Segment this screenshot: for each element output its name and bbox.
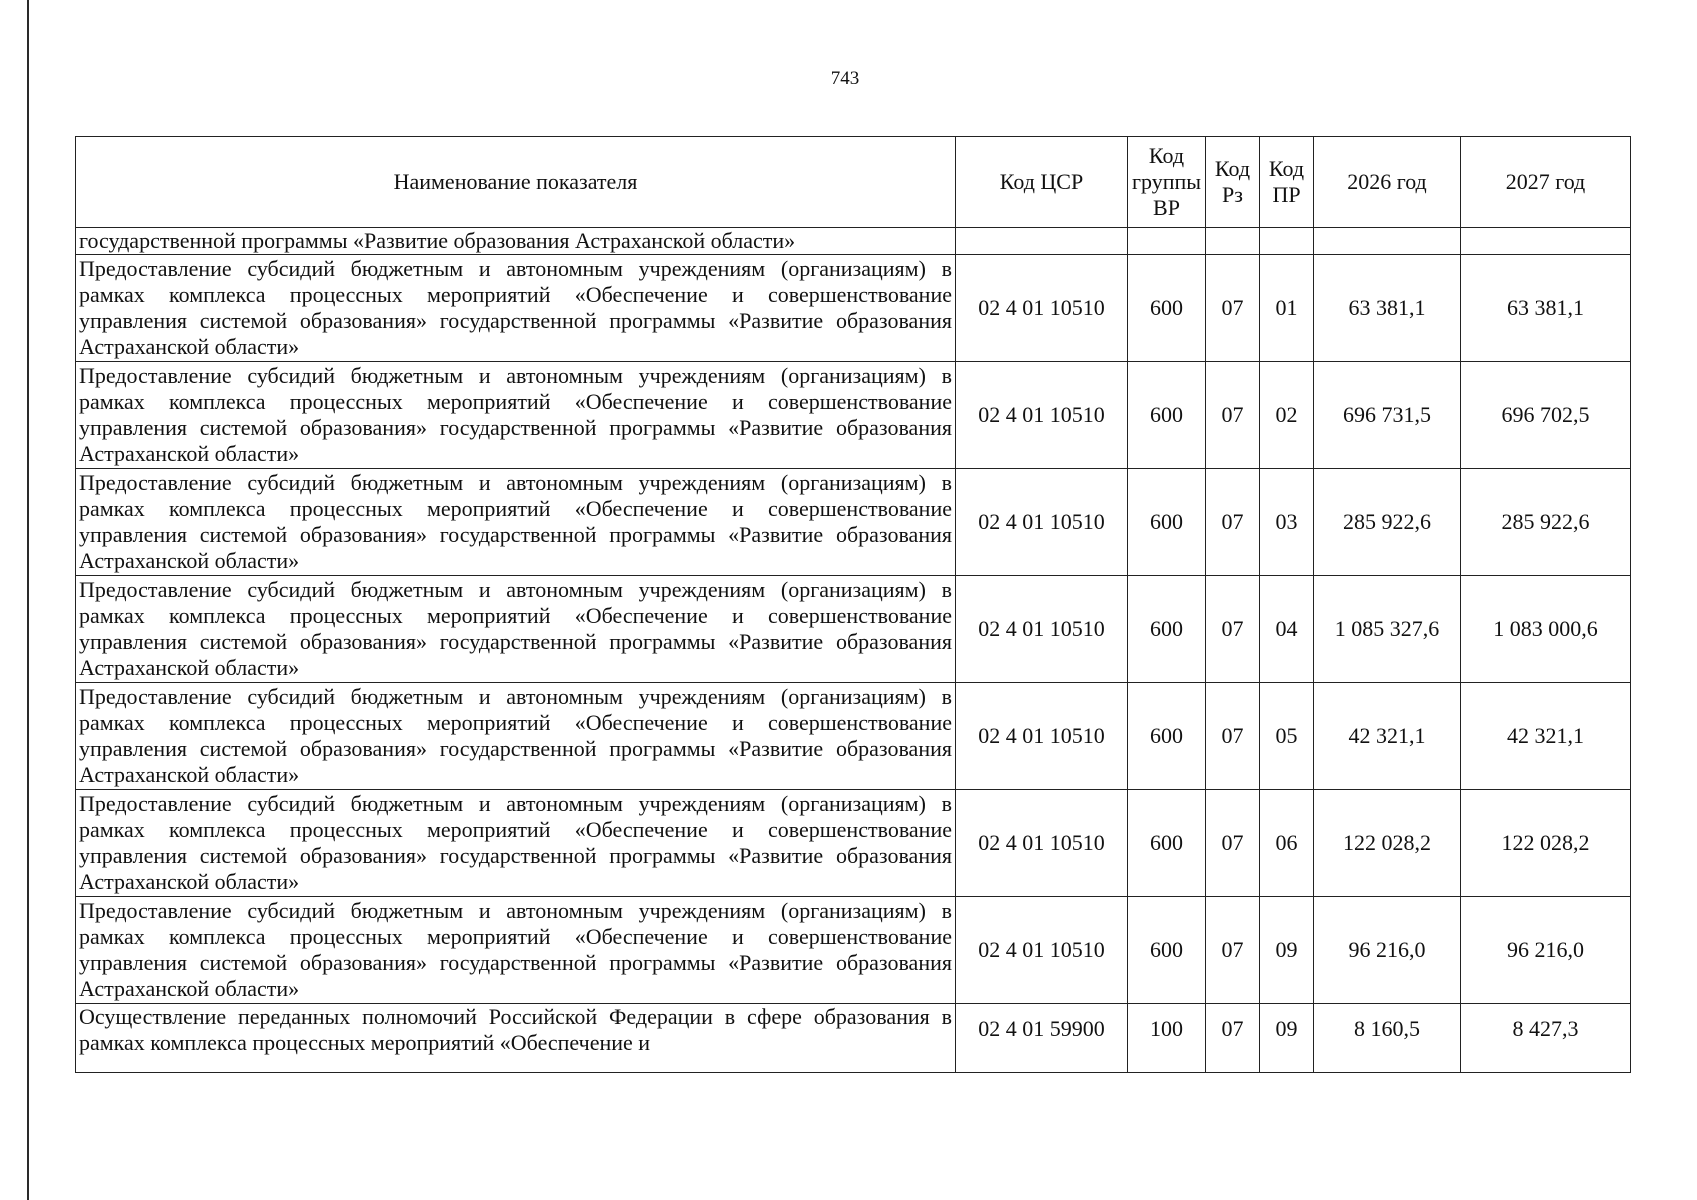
row-2027: 8 427,3 [1461, 1004, 1631, 1073]
row-rz: 07 [1206, 683, 1260, 790]
row-csr: 02 4 01 10510 [956, 790, 1128, 897]
row-csr: 02 4 01 10510 [956, 576, 1128, 683]
table-row [76, 469, 1631, 576]
row-2027: 42 321,1 [1461, 683, 1631, 790]
row-2027: 122 028,2 [1461, 790, 1631, 897]
row-pr: 03 [1260, 469, 1314, 576]
table-row [76, 1004, 1631, 1073]
row-rz: 07 [1206, 469, 1260, 576]
row-csr: 02 4 01 10510 [956, 897, 1128, 1004]
row-2026: 122 028,2 [1314, 790, 1461, 897]
row-2026: 285 922,6 [1314, 469, 1461, 576]
row-csr: 02 4 01 10510 [956, 469, 1128, 576]
table-row [76, 255, 1631, 362]
table-header-row [76, 137, 1631, 228]
row-rz: 07 [1206, 1004, 1260, 1073]
row-rz: 07 [1206, 576, 1260, 683]
row-name: Предоставление субсидий бюджетным и автономным учреждениям (организациям) в рамках комплекса процессных мероприятий «Обеспечение и совершенствование управления системой образования» государственной программы «Развитие образования Астраханской области» [76, 683, 956, 790]
row-name: Предоставление субсидий бюджетным и автономным учреждениям (организациям) в рамках комплекса процессных мероприятий «Обеспечение и совершенствование управления системой образования» государственной программы «Развитие образования Астраханской области» [76, 576, 956, 683]
header-csr: Код ЦСР [956, 137, 1128, 228]
budget-table [75, 136, 1631, 1073]
empty-cell [1206, 228, 1260, 255]
table-row [76, 790, 1631, 897]
row-2026: 96 216,0 [1314, 897, 1461, 1004]
row-pr: 09 [1260, 1004, 1314, 1073]
scan-edge-line [27, 0, 29, 1200]
row-2026: 42 321,1 [1314, 683, 1461, 790]
empty-cell [1461, 228, 1631, 255]
row-name: Предоставление субсидий бюджетным и автономным учреждениям (организациям) в рамках комплекса процессных мероприятий «Обеспечение и совершенствование управления системой образования» государственной программы «Развитие образования Астраханской области» [76, 897, 956, 1004]
header-vr: Код группы ВР [1128, 137, 1206, 228]
row-2027: 1 083 000,6 [1461, 576, 1631, 683]
table-row [76, 576, 1631, 683]
row-2026: 696 731,5 [1314, 362, 1461, 469]
empty-cell [956, 228, 1128, 255]
empty-cell [1128, 228, 1206, 255]
row-pr: 04 [1260, 576, 1314, 683]
empty-cell [1314, 228, 1461, 255]
row-csr: 02 4 01 10510 [956, 683, 1128, 790]
row-name: Предоставление субсидий бюджетным и автономным учреждениям (организациям) в рамках комплекса процессных мероприятий «Обеспечение и совершенствование управления системой образования» государственной программы «Развитие образования Астраханской области» [76, 255, 956, 362]
row-vr: 600 [1128, 255, 1206, 362]
page-number: 743 [830, 68, 860, 89]
continuation-text: государственной программы «Развитие образования Астраханской области» [76, 228, 956, 255]
row-rz: 07 [1206, 897, 1260, 1004]
table-row [76, 683, 1631, 790]
row-vr: 600 [1128, 469, 1206, 576]
row-name: Предоставление субсидий бюджетным и автономным учреждениям (организациям) в рамках комплекса процессных мероприятий «Обеспечение и совершенствование управления системой образования» государственной программы «Развитие образования Астраханской области» [76, 469, 956, 576]
row-name: Предоставление субсидий бюджетным и автономным учреждениям (организациям) в рамках комплекса процессных мероприятий «Обеспечение и совершенствование управления системой образования» государственной программы «Развитие образования Астраханской области» [76, 790, 956, 897]
row-rz: 07 [1206, 255, 1260, 362]
row-pr: 09 [1260, 897, 1314, 1004]
row-csr: 02 4 01 10510 [956, 362, 1128, 469]
row-vr: 600 [1128, 790, 1206, 897]
row-rz: 07 [1206, 362, 1260, 469]
header-2027: 2027 год [1461, 137, 1631, 228]
empty-cell [1260, 228, 1314, 255]
row-vr: 600 [1128, 683, 1206, 790]
row-csr: 02 4 01 59900 [956, 1004, 1128, 1073]
row-pr: 06 [1260, 790, 1314, 897]
row-vr: 600 [1128, 897, 1206, 1004]
row-pr: 01 [1260, 255, 1314, 362]
row-rz: 07 [1206, 790, 1260, 897]
row-2026: 8 160,5 [1314, 1004, 1461, 1073]
row-2027: 96 216,0 [1461, 897, 1631, 1004]
row-2027: 696 702,5 [1461, 362, 1631, 469]
row-2026: 63 381,1 [1314, 255, 1461, 362]
table-row [76, 362, 1631, 469]
row-2027: 285 922,6 [1461, 469, 1631, 576]
row-csr: 02 4 01 10510 [956, 255, 1128, 362]
row-name: Осуществление переданных полномочий Российской Федерации в сфере образования в рамках комплекса процессных мероприятий «Обеспечение и [76, 1004, 956, 1073]
header-2026: 2026 год [1314, 137, 1461, 228]
row-2026: 1 085 327,6 [1314, 576, 1461, 683]
header-name: Наименование показателя [76, 137, 956, 228]
table-row [76, 897, 1631, 1004]
row-vr: 600 [1128, 362, 1206, 469]
header-pr: Код ПР [1260, 137, 1314, 228]
row-pr: 02 [1260, 362, 1314, 469]
row-name: Предоставление субсидий бюджетным и автономным учреждениям (организациям) в рамках комплекса процессных мероприятий «Обеспечение и совершенствование управления системой образования» государственной программы «Развитие образования Астраханской области» [76, 362, 956, 469]
row-vr: 600 [1128, 576, 1206, 683]
row-vr: 100 [1128, 1004, 1206, 1073]
row-pr: 05 [1260, 683, 1314, 790]
header-rz: Код Рз [1206, 137, 1260, 228]
row-2027: 63 381,1 [1461, 255, 1631, 362]
continuation-row [76, 228, 1631, 255]
